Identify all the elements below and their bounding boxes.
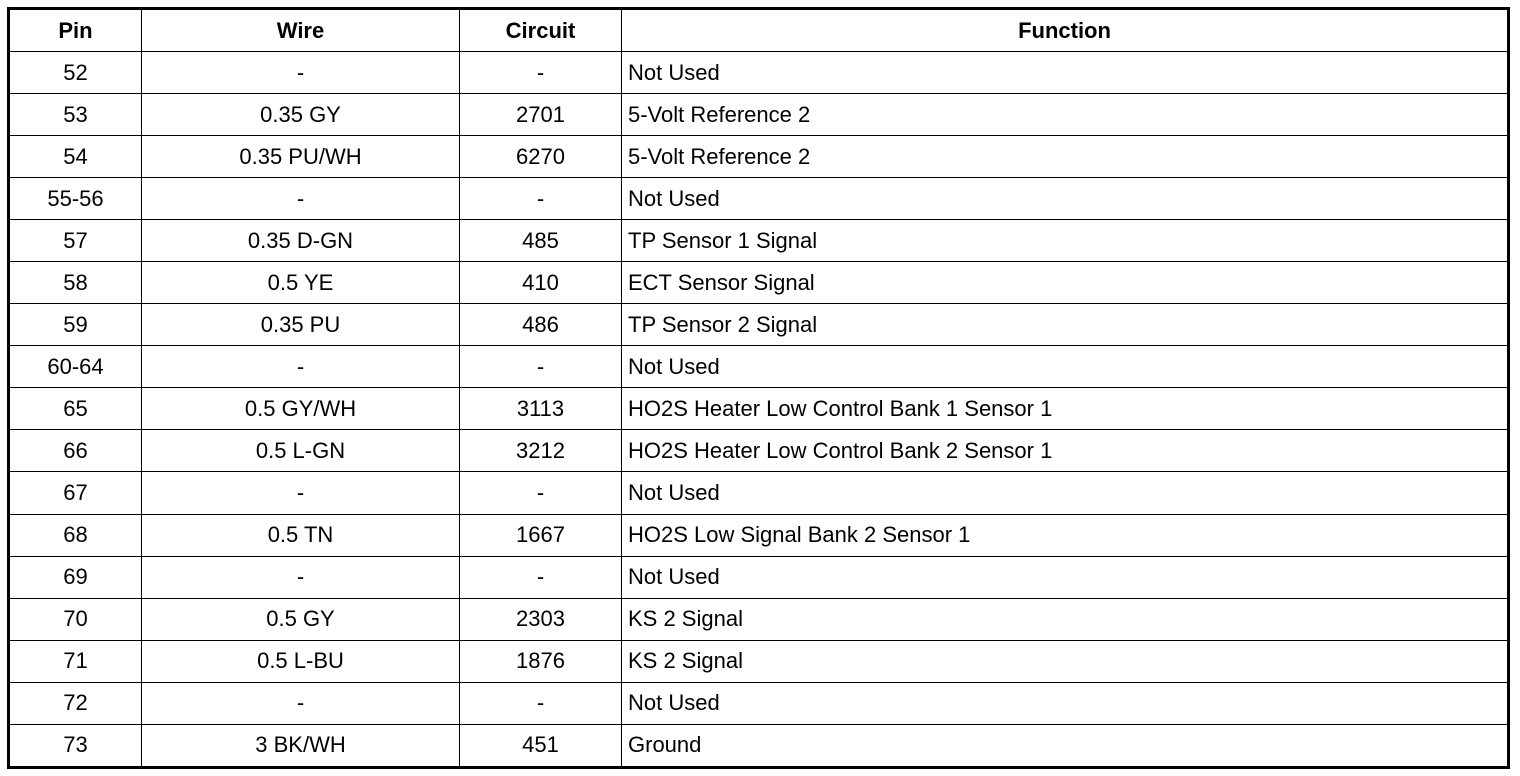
cell-circuit: - [460, 472, 622, 514]
cell-function: KS 2 Signal [622, 598, 1509, 640]
table-row [9, 262, 1509, 304]
cell-wire: 0.5 GY [142, 598, 460, 640]
cell-wire: - [142, 52, 460, 94]
cell-function: HO2S Heater Low Control Bank 2 Sensor 1 [622, 430, 1509, 472]
table-row [9, 346, 1509, 388]
cell-pin: 73 [9, 724, 142, 767]
cell-pin: 60-64 [9, 346, 142, 388]
cell-pin: 55-56 [9, 178, 142, 220]
cell-circuit: 6270 [460, 136, 622, 178]
cell-wire: 3 BK/WH [142, 724, 460, 767]
table-row [9, 598, 1509, 640]
pin-table [7, 7, 1510, 769]
cell-circuit: - [460, 682, 622, 724]
cell-wire: 0.5 L-BU [142, 640, 460, 682]
cell-function: HO2S Low Signal Bank 2 Sensor 1 [622, 514, 1509, 556]
cell-circuit: - [460, 178, 622, 220]
cell-wire: 0.5 YE [142, 262, 460, 304]
table-row [9, 388, 1509, 430]
table-row [9, 52, 1509, 94]
cell-wire: 0.35 D-GN [142, 220, 460, 262]
cell-function: Not Used [622, 52, 1509, 94]
table-row [9, 430, 1509, 472]
table-row [9, 304, 1509, 346]
cell-function: 5-Volt Reference 2 [622, 136, 1509, 178]
cell-pin: 71 [9, 640, 142, 682]
cell-wire: 0.5 TN [142, 514, 460, 556]
cell-pin: 70 [9, 598, 142, 640]
cell-function: TP Sensor 2 Signal [622, 304, 1509, 346]
cell-pin: 53 [9, 94, 142, 136]
cell-pin: 57 [9, 220, 142, 262]
table-row [9, 724, 1509, 767]
cell-function: Not Used [622, 556, 1509, 598]
cell-pin: 52 [9, 52, 142, 94]
cell-wire: - [142, 346, 460, 388]
header-pin: Pin [9, 9, 142, 52]
cell-pin: 68 [9, 514, 142, 556]
cell-pin: 59 [9, 304, 142, 346]
cell-circuit: 410 [460, 262, 622, 304]
cell-pin: 65 [9, 388, 142, 430]
cell-circuit: - [460, 556, 622, 598]
cell-function: HO2S Heater Low Control Bank 1 Sensor 1 [622, 388, 1509, 430]
cell-wire: 0.5 L-GN [142, 430, 460, 472]
cell-pin: 54 [9, 136, 142, 178]
header-function: Function [622, 9, 1509, 52]
cell-function: KS 2 Signal [622, 640, 1509, 682]
table-row [9, 220, 1509, 262]
cell-pin: 69 [9, 556, 142, 598]
cell-wire: - [142, 178, 460, 220]
cell-circuit: 3212 [460, 430, 622, 472]
table-row [9, 472, 1509, 514]
cell-pin: 72 [9, 682, 142, 724]
table-row [9, 136, 1509, 178]
table-row [9, 556, 1509, 598]
cell-circuit: 1876 [460, 640, 622, 682]
cell-circuit: 451 [460, 724, 622, 767]
cell-circuit: - [460, 346, 622, 388]
cell-function: Not Used [622, 682, 1509, 724]
cell-circuit: 485 [460, 220, 622, 262]
cell-function: Not Used [622, 472, 1509, 514]
cell-pin: 66 [9, 430, 142, 472]
cell-circuit: 3113 [460, 388, 622, 430]
cell-circuit: 1667 [460, 514, 622, 556]
cell-function: Not Used [622, 346, 1509, 388]
cell-wire: 0.35 PU/WH [142, 136, 460, 178]
cell-pin: 58 [9, 262, 142, 304]
cell-wire: - [142, 682, 460, 724]
header-wire: Wire [142, 9, 460, 52]
cell-function: TP Sensor 1 Signal [622, 220, 1509, 262]
cell-circuit: - [460, 52, 622, 94]
table-row [9, 682, 1509, 724]
cell-function: Ground [622, 724, 1509, 767]
cell-circuit: 2701 [460, 94, 622, 136]
cell-wire: 0.35 PU [142, 304, 460, 346]
table-row [9, 94, 1509, 136]
table-row [9, 640, 1509, 682]
cell-circuit: 2303 [460, 598, 622, 640]
table-row [9, 178, 1509, 220]
cell-wire: - [142, 556, 460, 598]
cell-wire: - [142, 472, 460, 514]
cell-function: 5-Volt Reference 2 [622, 94, 1509, 136]
header-circuit: Circuit [460, 9, 622, 52]
cell-circuit: 486 [460, 304, 622, 346]
cell-pin: 67 [9, 472, 142, 514]
cell-wire: 0.35 GY [142, 94, 460, 136]
table-body [9, 52, 1509, 768]
cell-function: ECT Sensor Signal [622, 262, 1509, 304]
table-row [9, 514, 1509, 556]
cell-function: Not Used [622, 178, 1509, 220]
cell-wire: 0.5 GY/WH [142, 388, 460, 430]
table-header-row [9, 9, 1509, 52]
